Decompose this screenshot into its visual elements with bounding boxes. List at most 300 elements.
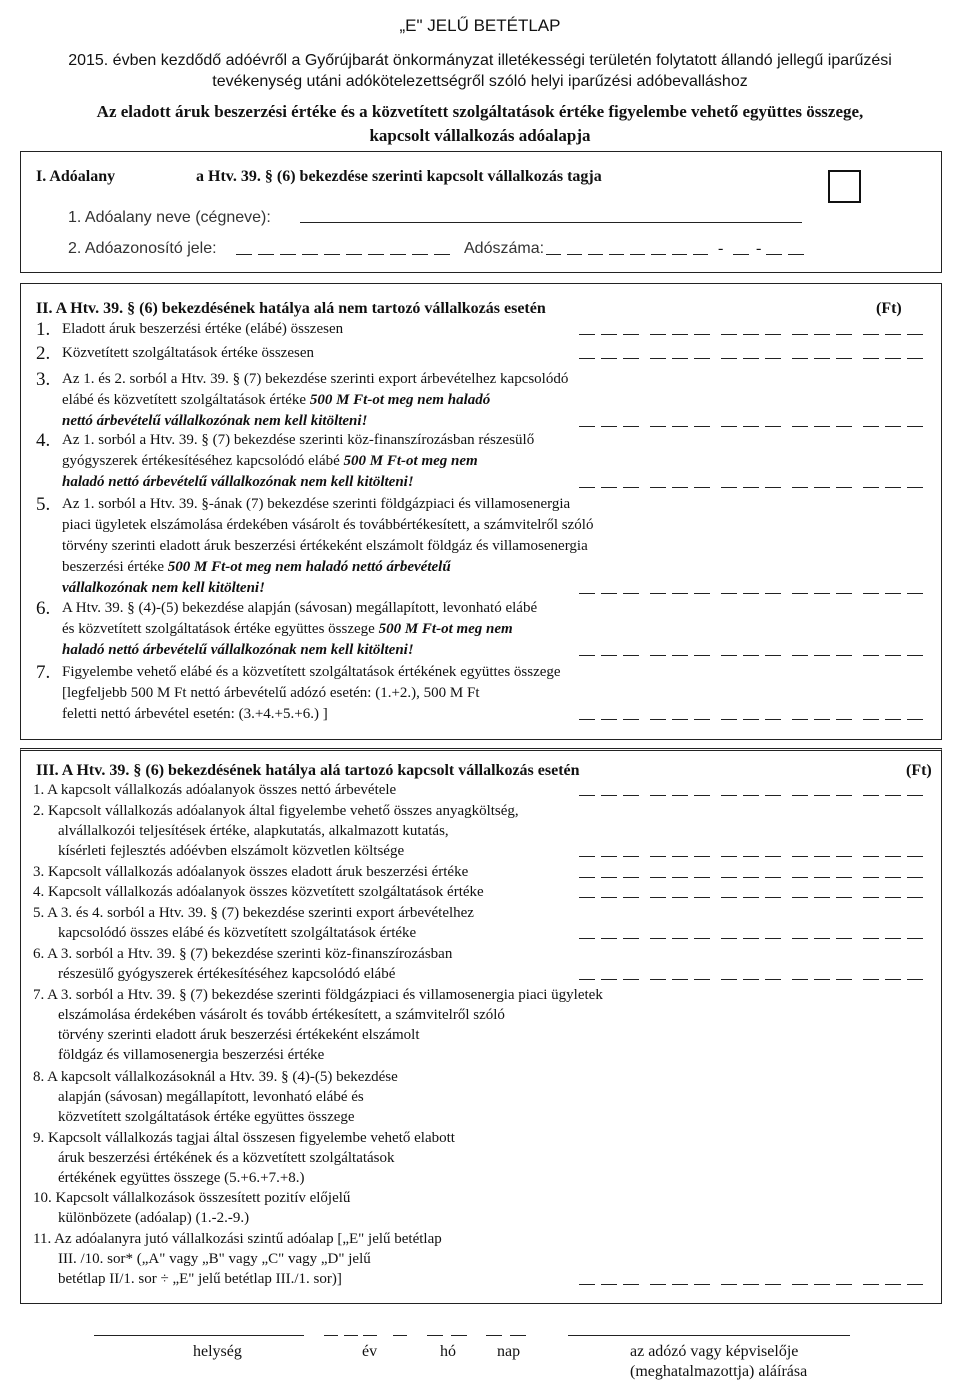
amount-digit-slot[interactable] (885, 856, 901, 857)
amount-digit-slot[interactable] (836, 795, 852, 796)
amount-digit-slot[interactable] (743, 1284, 759, 1285)
amount-digit-slot[interactable] (623, 856, 639, 857)
amount-digit-slot[interactable] (863, 334, 879, 335)
amount-digit-slot[interactable] (694, 719, 710, 720)
amount-digit-slot[interactable] (885, 334, 901, 335)
row-text: Figyelembe vehető elábé és a közvetített szolgáltatások értékének együttes összege (62, 664, 561, 680)
amount-digit-slot[interactable] (694, 856, 710, 857)
amount-digit-slot[interactable] (672, 795, 688, 796)
amount-digit-slot[interactable] (743, 877, 759, 878)
amount-digit-slot[interactable] (814, 1284, 830, 1285)
amount-digit-slot[interactable] (672, 897, 688, 898)
amount-digit-slot[interactable] (721, 1284, 737, 1285)
amount-digit-slot[interactable] (579, 334, 595, 335)
row-text: törvény szerinti eladott áruk beszerzési értékeként elszámolt (58, 1027, 420, 1043)
amount-digit-slot[interactable] (694, 938, 710, 939)
amount-digit-slot[interactable] (694, 1284, 710, 1285)
amount-digit-slot[interactable] (721, 979, 737, 980)
place-line[interactable] (94, 1335, 304, 1336)
name-field[interactable] (300, 222, 802, 223)
amount-digit-slot[interactable] (836, 593, 852, 594)
amount-digit-slot[interactable] (836, 334, 852, 335)
amount-digit-slot[interactable] (694, 358, 710, 359)
amount-digit-slot[interactable] (623, 334, 639, 335)
amount-digit-slot[interactable] (814, 334, 830, 335)
amount-digit-slot[interactable] (836, 358, 852, 359)
taxnum-sep-2: - (756, 240, 762, 257)
day-caption: nap (497, 1343, 521, 1360)
amount-digit-slot[interactable] (650, 719, 666, 720)
row-note: haladó nettó árbevételű vállalkozónak nem kell kitölteni! (62, 642, 414, 658)
amount-digit-slot[interactable] (721, 487, 737, 488)
taxid-digit-slot[interactable] (302, 254, 318, 255)
amount-digit-slot[interactable] (907, 719, 923, 720)
taxnum-digit-slot[interactable] (567, 254, 582, 255)
amount-digit-slot[interactable] (907, 979, 923, 980)
row-number: 2. (36, 343, 51, 364)
amount-digit-slot[interactable] (650, 426, 666, 427)
amount-digit-slot[interactable] (765, 795, 781, 796)
amount-digit-slot[interactable] (650, 938, 666, 939)
amount-digit-slot[interactable] (907, 334, 923, 335)
amount-digit-slot[interactable] (743, 593, 759, 594)
amount-digit-slot[interactable] (623, 877, 639, 878)
row-text: kísérleti fejlesztés adóévben elszámolt közvetlen költsége (58, 843, 405, 859)
amount-digit-slot[interactable] (694, 655, 710, 656)
amount-digit-slot[interactable] (814, 358, 830, 359)
section-2-unit: (Ft) (876, 300, 902, 317)
amount-digit-slot[interactable] (601, 358, 617, 359)
amount-digit-slot[interactable] (885, 426, 901, 427)
amount-digit-slot[interactable] (721, 358, 737, 359)
amount-digit-slot[interactable] (836, 1284, 852, 1285)
amount-digit-slot[interactable] (836, 719, 852, 720)
amount-digit-slot[interactable] (721, 856, 737, 857)
amount-digit-slot[interactable] (650, 897, 666, 898)
taxnum-digit-slot[interactable] (546, 254, 561, 255)
amount-digit-slot[interactable] (907, 655, 923, 656)
amount-digit-slot[interactable] (814, 938, 830, 939)
amount-digit-slot[interactable] (885, 877, 901, 878)
section-1-label: I. Adóalany (36, 168, 116, 185)
month-digit-slot[interactable] (427, 1335, 443, 1336)
amount-digit-slot[interactable] (579, 358, 595, 359)
amount-digit-slot[interactable] (623, 426, 639, 427)
amount-digit-slot[interactable] (579, 877, 595, 878)
amount-digit-slot[interactable] (579, 487, 595, 488)
amount-digit-slot[interactable] (792, 856, 808, 857)
form-title: „E" JELŰ BETÉTLAP (399, 16, 561, 35)
row-note: 500 M Ft-ot meg nem haladó nettó árbevételű (164, 559, 451, 575)
amount-digit-slot[interactable] (907, 487, 923, 488)
amount-digit-slot[interactable] (863, 856, 879, 857)
amount-digit-slot[interactable] (814, 487, 830, 488)
amount-digit-slot[interactable] (814, 795, 830, 796)
place-caption: helység (193, 1343, 242, 1360)
amount-digit-slot[interactable] (907, 426, 923, 427)
amount-digit-slot[interactable] (672, 719, 688, 720)
amount-digit-slot[interactable] (765, 897, 781, 898)
amount-digit-slot[interactable] (623, 719, 639, 720)
amount-digit-slot[interactable] (743, 426, 759, 427)
row-text: 6. A 3. sorból a Htv. 39. § (7) bekezdése szerinti köz-finanszírozásban (33, 946, 453, 962)
taxnum-digit-slot[interactable] (766, 254, 782, 255)
taxid-digit-slot[interactable] (412, 254, 428, 255)
amount-digit-slot[interactable] (601, 593, 617, 594)
amount-digit-slot[interactable] (601, 938, 617, 939)
amount-digit-slot[interactable] (623, 655, 639, 656)
amount-digit-slot[interactable] (601, 334, 617, 335)
taxid-digit-slot[interactable] (368, 254, 384, 255)
amount-digit-slot[interactable] (672, 487, 688, 488)
amount-digit-slot[interactable] (743, 719, 759, 720)
amount-digit-slot[interactable] (579, 593, 595, 594)
amount-digit-slot[interactable] (885, 487, 901, 488)
amount-digit-slot[interactable] (885, 358, 901, 359)
amount-digit-slot[interactable] (650, 795, 666, 796)
amount-digit-slot[interactable] (743, 334, 759, 335)
amount-digit-slot[interactable] (694, 877, 710, 878)
amount-digit-slot[interactable] (863, 1284, 879, 1285)
amount-digit-slot[interactable] (863, 655, 879, 656)
row-text: 8. A kapcsolt vállalkozásoknál a Htv. 39. § (4)-(5) bekezdése (33, 1069, 398, 1085)
amount-digit-slot[interactable] (623, 1284, 639, 1285)
row-text: és közvetített szolgáltatások értéke együttes összege 500 M Ft-ot meg nem (62, 621, 513, 637)
section-1-label-2: a Htv. 39. § (6) bekezdése szerinti kapcsolt vállalkozás tagja (196, 168, 602, 185)
amount-digit-slot[interactable] (885, 979, 901, 980)
amount-digit-slot[interactable] (743, 487, 759, 488)
amount-digit-slot[interactable] (579, 897, 595, 898)
amount-digit-slot[interactable] (623, 938, 639, 939)
taxnum-digit-slot[interactable] (672, 254, 687, 255)
amount-digit-slot[interactable] (907, 593, 923, 594)
amount-digit-slot[interactable] (765, 1284, 781, 1285)
month-caption: hó (440, 1343, 456, 1360)
amount-digit-slot[interactable] (792, 593, 808, 594)
amount-digit-slot[interactable] (836, 856, 852, 857)
amount-digit-slot[interactable] (623, 795, 639, 796)
row-text: 2. Kapcsolt vállalkozás adóalanyok által figyelembe vehető összes anyagköltség, (33, 803, 519, 819)
signature-caption-1: az adózó vagy képviselője (630, 1343, 799, 1360)
amount-digit-slot[interactable] (765, 426, 781, 427)
amount-digit-slot[interactable] (672, 358, 688, 359)
amount-digit-slot[interactable] (650, 1284, 666, 1285)
amount-digit-slot[interactable] (907, 938, 923, 939)
amount-digit-slot[interactable] (743, 856, 759, 857)
amount-digit-slot[interactable] (792, 719, 808, 720)
row-note: nettó árbevételű vállalkozónak nem kell kitölteni! (62, 413, 368, 429)
amount-digit-slot[interactable] (579, 979, 595, 980)
taxnum-digit-slot[interactable] (588, 254, 603, 255)
amount-digit-slot[interactable] (672, 856, 688, 857)
name-label: 1. Adóalany neve (cégneve): (68, 209, 271, 226)
row-text: III. /10. sor* („A" vagy „B" vagy „C" vagy „D" jelű (58, 1251, 371, 1267)
amount-digit-slot[interactable] (836, 487, 852, 488)
month-digit-slot[interactable] (451, 1335, 467, 1336)
amount-digit-slot[interactable] (694, 593, 710, 594)
year-digit-slot[interactable] (393, 1335, 407, 1336)
amount-digit-slot[interactable] (836, 426, 852, 427)
amount-digit-slot[interactable] (792, 426, 808, 427)
amount-digit-slot[interactable] (863, 719, 879, 720)
amount-digit-slot[interactable] (907, 358, 923, 359)
section-2-title: II. A Htv. 39. § (6) bekezdésének hatálya alá nem tartozó vállalkozás esetén (36, 300, 546, 317)
taxnum-digit-slot[interactable] (651, 254, 666, 255)
section-3-title: III. A Htv. 39. § (6) bekezdésének hatálya alá tartozó kapcsolt vállalkozás esetén (36, 762, 580, 779)
amount-digit-slot[interactable] (814, 719, 830, 720)
amount-digit-slot[interactable] (836, 897, 852, 898)
amount-digit-slot[interactable] (650, 358, 666, 359)
amount-digit-slot[interactable] (650, 593, 666, 594)
day-digit-slot[interactable] (510, 1335, 526, 1336)
amount-digit-slot[interactable] (672, 877, 688, 878)
amount-digit-slot[interactable] (814, 897, 830, 898)
amount-digit-slot[interactable] (836, 655, 852, 656)
row-note: 500 M Ft-ot meg nem (374, 621, 513, 637)
amount-digit-slot[interactable] (765, 358, 781, 359)
row-text: földgáz és villamosenergia beszerzési értéke (58, 1047, 325, 1063)
form-heading: Az eladott áruk beszerzési értéke és a közvetített szolgáltatások értéke figyelembe vehető együttes összege, kapcsolt vállalkozás adóalapja (96, 102, 864, 145)
taxid-digit-slot[interactable] (390, 254, 406, 255)
amount-digit-slot[interactable] (885, 719, 901, 720)
amount-digit-slot[interactable] (721, 334, 737, 335)
amount-digit-slot[interactable] (694, 897, 710, 898)
amount-digit-slot[interactable] (694, 334, 710, 335)
row-note: 500 M Ft-ot meg nem (339, 453, 478, 469)
row-note: 500 M Ft-ot meg nem haladó (306, 392, 491, 408)
taxid-digit-slot[interactable] (258, 254, 274, 255)
amount-digit-slot[interactable] (601, 856, 617, 857)
amount-digit-slot[interactable] (579, 655, 595, 656)
amount-digit-slot[interactable] (885, 938, 901, 939)
row-text: A Htv. 39. § (4)-(5) bekezdése alapján (sávosan) megállapított, levonható elábé (62, 600, 538, 616)
amount-digit-slot[interactable] (792, 795, 808, 796)
taxnum-digit-slot[interactable] (609, 254, 624, 255)
amount-digit-slot[interactable] (814, 593, 830, 594)
amount-digit-slot[interactable] (579, 719, 595, 720)
row-text: piaci ügyletek elszámolása érdekében vásárolt és továbbértékesített, a számvitelről szóló (62, 517, 594, 533)
amount-digit-slot[interactable] (814, 856, 830, 857)
section-3-unit: (Ft) (906, 762, 932, 779)
row-number: 5. (36, 494, 51, 515)
amount-digit-slot[interactable] (650, 877, 666, 878)
amount-digit-slot[interactable] (907, 1284, 923, 1285)
amount-digit-slot[interactable] (601, 1284, 617, 1285)
amount-digit-slot[interactable] (672, 655, 688, 656)
amount-digit-slot[interactable] (721, 719, 737, 720)
amount-digit-slot[interactable] (885, 593, 901, 594)
amount-digit-slot[interactable] (694, 426, 710, 427)
taxnum-digit-slot[interactable] (630, 254, 645, 255)
amount-digit-slot[interactable] (863, 593, 879, 594)
row-text: Az 1. sorból a Htv. 39. §-ának (7) bekezdése szerinti földgázpiaci és villamosenergia (62, 496, 571, 512)
amount-digit-slot[interactable] (792, 979, 808, 980)
amount-digit-slot[interactable] (765, 655, 781, 656)
amount-digit-slot[interactable] (601, 897, 617, 898)
taxnum-digit-slot[interactable] (788, 254, 804, 255)
taxid-digit-slot[interactable] (236, 254, 252, 255)
amount-digit-slot[interactable] (907, 897, 923, 898)
amount-digit-slot[interactable] (765, 334, 781, 335)
amount-digit-slot[interactable] (814, 979, 830, 980)
amount-digit-slot[interactable] (650, 655, 666, 656)
amount-digit-slot[interactable] (623, 979, 639, 980)
signature-line[interactable] (568, 1335, 850, 1336)
amount-digit-slot[interactable] (765, 979, 781, 980)
amount-digit-slot[interactable] (792, 358, 808, 359)
row-text: értékének együttes összege (5.+6.+7.+8.) (58, 1170, 305, 1186)
amount-digit-slot[interactable] (765, 719, 781, 720)
amount-digit-slot[interactable] (672, 334, 688, 335)
amount-digit-slot[interactable] (743, 938, 759, 939)
taxid-digit-slot[interactable] (280, 254, 296, 255)
amount-digit-slot[interactable] (814, 877, 830, 878)
amount-digit-slot[interactable] (792, 897, 808, 898)
row-number: 4. (36, 430, 51, 451)
amount-digit-slot[interactable] (743, 979, 759, 980)
amount-digit-slot[interactable] (765, 487, 781, 488)
row-text: 7. A 3. sorból a Htv. 39. § (7) bekezdése szerinti földgázpiaci és villamosenergia piaci ügyletek (33, 987, 603, 1003)
amount-digit-slot[interactable] (623, 897, 639, 898)
year-caption: év (362, 1343, 378, 1360)
amount-digit-slot[interactable] (885, 795, 901, 796)
amount-digit-slot[interactable] (601, 655, 617, 656)
amount-digit-slot[interactable] (863, 938, 879, 939)
amount-digit-slot[interactable] (836, 979, 852, 980)
amount-digit-slot[interactable] (650, 979, 666, 980)
amount-digit-slot[interactable] (743, 655, 759, 656)
amount-digit-slot[interactable] (650, 487, 666, 488)
day-digit-slot[interactable] (486, 1335, 502, 1336)
amount-digit-slot[interactable] (721, 655, 737, 656)
amount-digit-slot[interactable] (672, 593, 688, 594)
amount-digit-slot[interactable] (743, 358, 759, 359)
row-number: 7. (36, 662, 51, 683)
amount-digit-slot[interactable] (765, 877, 781, 878)
amount-digit-slot[interactable] (792, 1284, 808, 1285)
row-text: Eladott áruk beszerzési értéke (elábé) összesen (62, 321, 344, 337)
amount-digit-slot[interactable] (694, 487, 710, 488)
form-subtitle: 2015. évben kezdődő adóévről a Győrújbarát önkormányzat illetékességi területén folytatott állandó jellegű iparűzési tevékenység utáni adókötelezettségről szóló helyi iparűzési adóbevalláshoz (68, 52, 892, 90)
year-digit-slot[interactable] (363, 1335, 377, 1336)
amount-digit-slot[interactable] (721, 593, 737, 594)
amount-digit-slot[interactable] (623, 358, 639, 359)
row-text: elszámolása érdekében vásárolt és tovább értékesített, a számvitelről szóló (58, 1007, 505, 1023)
amount-digit-slot[interactable] (765, 593, 781, 594)
amount-digit-slot[interactable] (601, 426, 617, 427)
taxnum-digit-slot[interactable] (733, 254, 749, 255)
year-digit-slot[interactable] (324, 1335, 338, 1336)
amount-digit-slot[interactable] (792, 938, 808, 939)
amount-digit-slot[interactable] (721, 426, 737, 427)
amount-digit-slot[interactable] (863, 877, 879, 878)
amount-digit-slot[interactable] (601, 795, 617, 796)
amount-digit-slot[interactable] (672, 938, 688, 939)
row-text: 3. Kapcsolt vállalkozás adóalanyok összes eladott áruk beszerzési értéke (33, 864, 469, 880)
row-text: feletti nettó árbevétel esetén: (3.+4.+5.+6.) ] (62, 706, 328, 722)
row-note: haladó nettó árbevételű vállalkozónak nem kell kitölteni! (62, 474, 414, 490)
amount-digit-slot[interactable] (907, 877, 923, 878)
amount-digit-slot[interactable] (863, 897, 879, 898)
amount-digit-slot[interactable] (579, 795, 595, 796)
row-text: betétlap II/1. sor ÷ „E" jelű betétlap III./1. sor)] (58, 1271, 342, 1287)
row-text: 4. Kapcsolt vállalkozás adóalanyok összes közvetített szolgáltatások értéke (33, 884, 484, 900)
amount-digit-slot[interactable] (579, 1284, 595, 1285)
amount-digit-slot[interactable] (579, 938, 595, 939)
amount-digit-slot[interactable] (863, 487, 879, 488)
row-text: 1. A kapcsolt vállalkozás adóalanyok összes nettó árbevétele (33, 782, 397, 798)
amount-digit-slot[interactable] (694, 795, 710, 796)
amount-digit-slot[interactable] (650, 334, 666, 335)
amount-digit-slot[interactable] (694, 979, 710, 980)
amount-digit-slot[interactable] (792, 655, 808, 656)
amount-digit-slot[interactable] (601, 979, 617, 980)
amount-digit-slot[interactable] (650, 856, 666, 857)
kapcsolt-checkbox[interactable] (828, 170, 861, 203)
amount-digit-slot[interactable] (863, 358, 879, 359)
amount-digit-slot[interactable] (863, 426, 879, 427)
amount-digit-slot[interactable] (907, 795, 923, 796)
amount-digit-slot[interactable] (579, 856, 595, 857)
row-text: 11. Az adóalanyra jutó vállalkozási szintű adóalap [„E" jelű betétlap (33, 1231, 442, 1247)
amount-digit-slot[interactable] (672, 426, 688, 427)
row-text: Az 1. sorból a Htv. 39. § (7) bekezdése szerinti köz-finanszírozásban részesülő (62, 432, 535, 448)
row-text: kapcsolódó összes elábé és közvetített szolgáltatások értéke (58, 925, 417, 941)
year-digit-slot[interactable] (344, 1335, 358, 1336)
amount-digit-slot[interactable] (792, 334, 808, 335)
amount-digit-slot[interactable] (601, 877, 617, 878)
amount-digit-slot[interactable] (814, 426, 830, 427)
row-number: 1. (36, 319, 51, 340)
amount-digit-slot[interactable] (885, 1284, 901, 1285)
amount-digit-slot[interactable] (721, 897, 737, 898)
row-text: áruk beszerzési értékének és a közvetített szolgáltatások (58, 1150, 395, 1166)
amount-digit-slot[interactable] (623, 487, 639, 488)
row-text: alvállalkozói teljesítések értéke, alapkutatás, alkalmazott kutatás, (58, 823, 449, 839)
amount-digit-slot[interactable] (721, 795, 737, 796)
amount-digit-slot[interactable] (792, 487, 808, 488)
amount-digit-slot[interactable] (907, 856, 923, 857)
amount-digit-slot[interactable] (863, 979, 879, 980)
amount-digit-slot[interactable] (743, 795, 759, 796)
row-text: Közvetített szolgáltatások értéke összesen (62, 345, 314, 361)
row-number: 6. (36, 598, 51, 619)
amount-digit-slot[interactable] (836, 938, 852, 939)
amount-digit-slot[interactable] (885, 655, 901, 656)
amount-digit-slot[interactable] (623, 593, 639, 594)
taxid-digit-slot[interactable] (324, 254, 340, 255)
taxid-digit-slot[interactable] (346, 254, 362, 255)
taxid-digit-slot[interactable] (434, 254, 450, 255)
amount-digit-slot[interactable] (792, 877, 808, 878)
amount-digit-slot[interactable] (814, 655, 830, 656)
amount-digit-slot[interactable] (601, 719, 617, 720)
amount-digit-slot[interactable] (885, 897, 901, 898)
amount-digit-slot[interactable] (601, 487, 617, 488)
amount-digit-slot[interactable] (721, 938, 737, 939)
amount-digit-slot[interactable] (743, 897, 759, 898)
amount-digit-slot[interactable] (579, 426, 595, 427)
amount-digit-slot[interactable] (672, 979, 688, 980)
amount-digit-slot[interactable] (765, 856, 781, 857)
amount-digit-slot[interactable] (765, 938, 781, 939)
amount-digit-slot[interactable] (672, 1284, 688, 1285)
row-note: vállalkozónak nem kell kitölteni! (62, 580, 265, 596)
taxnum-digit-slot[interactable] (693, 254, 708, 255)
amount-digit-slot[interactable] (721, 877, 737, 878)
amount-digit-slot[interactable] (863, 795, 879, 796)
amount-digit-slot[interactable] (836, 877, 852, 878)
